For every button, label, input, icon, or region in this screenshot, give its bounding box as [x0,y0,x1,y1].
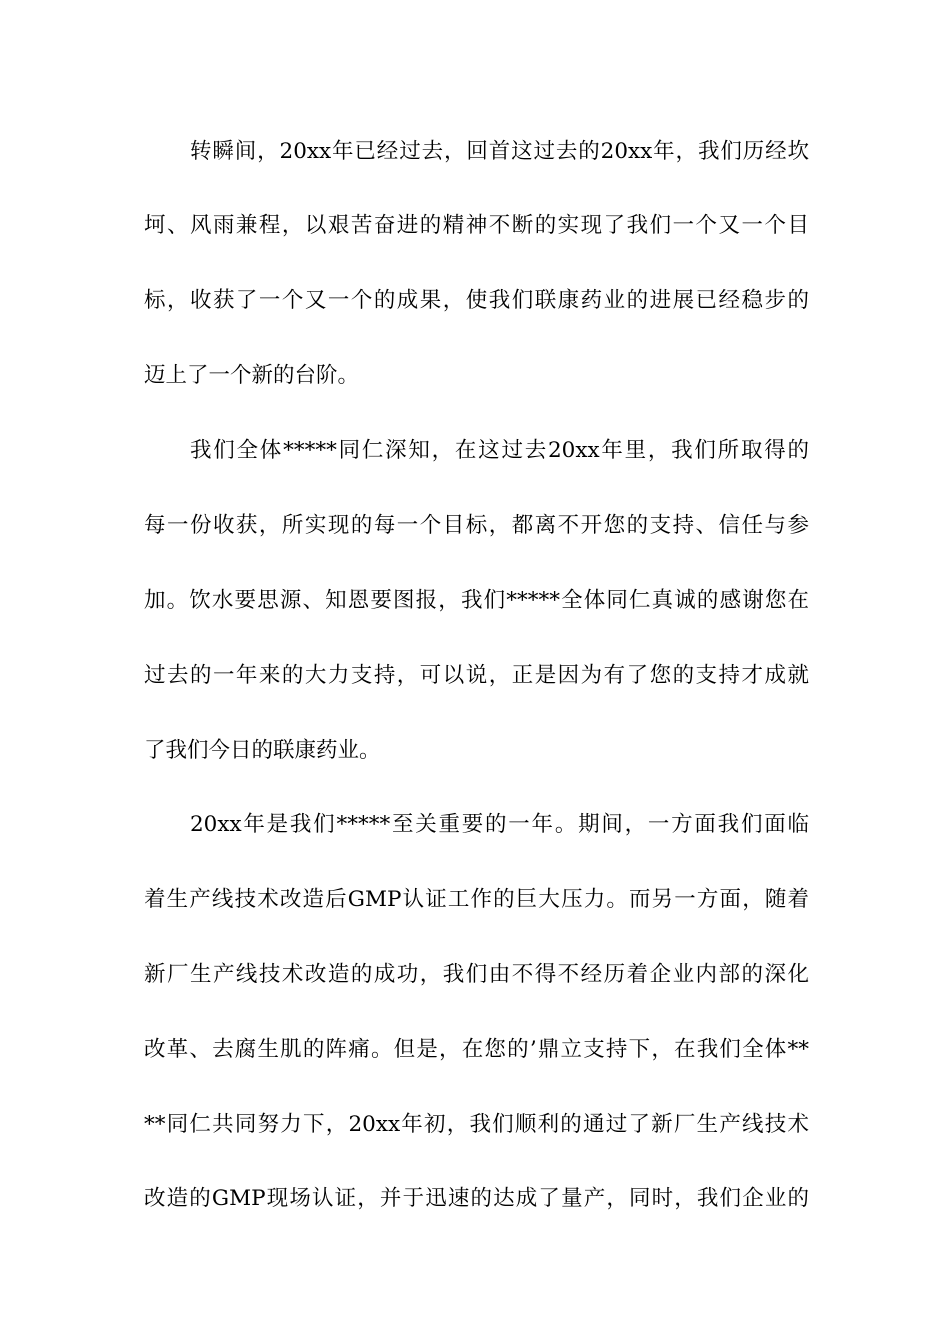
paragraph-3-line-3: 新厂生产线技术改造的成功，我们由不得不经历着企业内部的深化 [144,962,809,987]
paragraph-2-line-4: 过去的一年来的大力支持，可以说，正是因为有了您的支持才成就 [144,663,809,688]
paragraph-1-line-4: 迈上了一个新的台阶。 [144,363,360,388]
paragraph-1-line-3: 标，收获了一个又一个的成果，使我们联康药业的进展已经稳步的 [144,288,809,313]
paragraph-3-line-1: 20xx年是我们*****至关重要的一年。期间，一方面我们面临 [190,812,809,837]
paragraph-1-line-2: 坷、风雨兼程，以艰苦奋进的精神不断的实现了我们一个又一个目 [144,213,809,238]
paragraph-2-line-1: 我们全体*****同仁深知，在这过去20xx年里，我们所取得的 [190,438,809,463]
paragraph-3-line-6: 改造的GMP现场认证，并于迅速的达成了量产，同时，我们企业的 [144,1186,809,1211]
paragraph-2-line-5: 了我们今日的联康药业。 [144,738,381,763]
paragraph-2-line-3: 加。饮水要思源、知恩要图报，我们*****全体同仁真诚的感谢您在 [144,588,809,613]
paragraph-3-line-5: **同仁共同努力下，20xx年初，我们顺利的通过了新厂生产线技术 [144,1112,809,1137]
paragraph-3-line-4: 改革、去腐生肌的阵痛。但是，在您的’鼎立支持下，在我们全体** [144,1037,809,1062]
paragraph-1-line-1: 转瞬间，20xx年已经过去，回首这过去的20xx年，我们历经坎 [190,139,809,164]
paragraph-2-line-2: 每一份收获，所实现的每一个目标，都离不开您的支持、信任与参 [144,513,809,538]
paragraph-3-line-2: 着生产线技术改造后GMP认证工作的巨大压力。而另一方面，随着 [144,887,809,912]
